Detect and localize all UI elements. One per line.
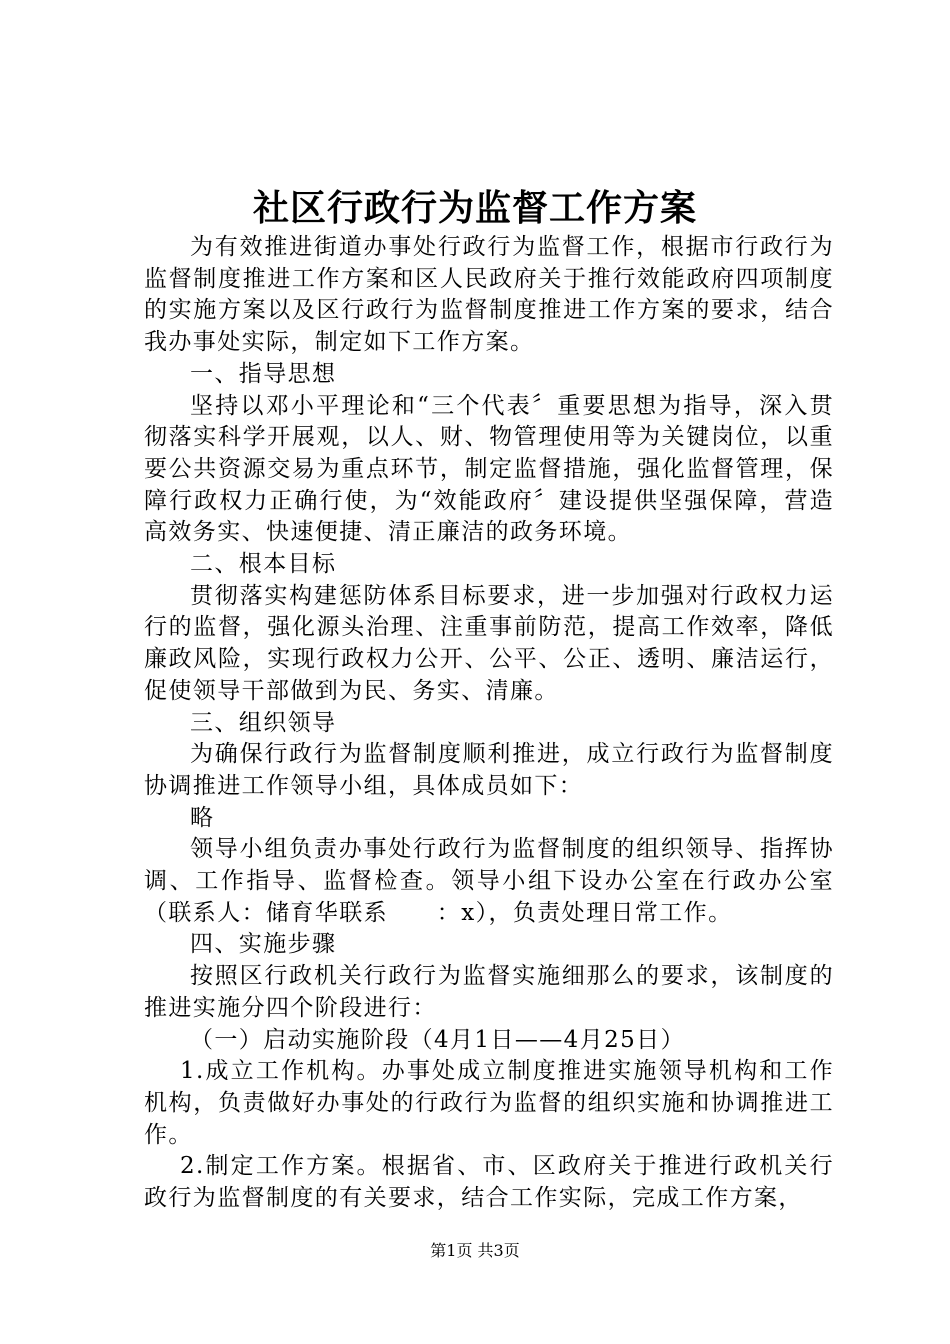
page-footer: 第1页 共3页: [430, 1241, 520, 1260]
section-heading: 一、指导思想: [190, 360, 337, 387]
sub-heading: （一）启动实施阶段（4月1日——4月25日）: [190, 1026, 685, 1053]
section-heading: 四、实施步骤: [190, 931, 337, 958]
section-heading: 三、组织领导: [190, 709, 337, 736]
paragraph: 为确保行政行为监督制度顺利推进，成立行政行为监督制度协调推进工作领导小组，具体成员如下：: [144, 741, 834, 799]
paragraph: 略: [190, 804, 215, 831]
numbered-item: 1.成立工作机构。办事处成立制度推进实施领导机构和工作机构，负责做好办事处的行政行为监督的组织实施和协调推进工作。: [144, 1058, 834, 1148]
paragraph: 按照区行政机关行政行为监督实施细那么的要求，该制度的推进实施分四个阶段进行：: [144, 963, 834, 1021]
section-heading: 二、根本目标: [190, 551, 337, 578]
paragraph: 领导小组负责办事处行政行为监督制度的组织领导、指挥协调、工作指导、监督检查。领导小组下设办公室在行政办公室（联系人：储育华联系 ：x），负责处理日常工作。: [144, 836, 834, 926]
paragraph: 坚持以邓小平理论和“三个代表〞重要思想为指导，深入贯彻落实科学开展观，以人、财、物管理使用等为关键岗位，以重要公共资源交易为重点环节，制定监督措施，强化监督管理，保障行政权力正确行使，为“效能政府〞建设提供坚强保障，营造高效务实、快速便捷、清正廉洁的政务环境。: [144, 392, 834, 546]
intro-paragraph: 为有效推进街道办事处行政行为监督工作，根据市行政行为监督制度推进工作方案和区人民政府关于推行效能政府四项制度的实施方案以及区行政行为监督制度推进工作方案的要求，结合我办事处实际，制定如下工作方案。: [144, 234, 834, 356]
paragraph: 贯彻落实构建惩防体系目标要求，进一步加强对行政权力运行的监督，强化源头治理、注重事前防范，提高工作效率，降低廉政风险，实现行政权力公开、公平、公正、透明、廉洁运行，促使领导干部做到为民、务实、清廉。: [144, 582, 834, 704]
document-title: 社区行政行为监督工作方案: [252, 187, 697, 229]
numbered-item: 2.制定工作方案。根据省、市、区政府关于推进行政机关行政行为监督制度的有关要求，结合工作实际，完成工作方案，: [144, 1153, 834, 1212]
document-body: [144, 232, 834, 1215]
